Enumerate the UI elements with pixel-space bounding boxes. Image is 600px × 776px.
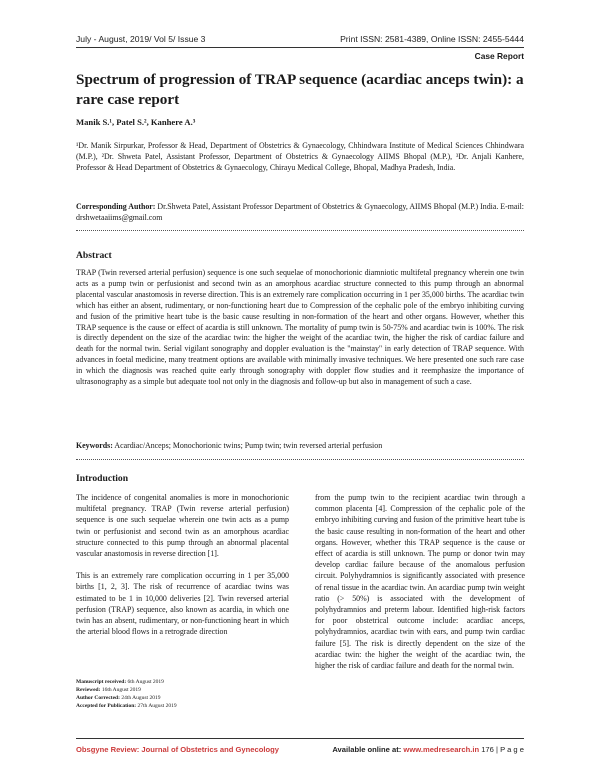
date-label: Reviewed: [76,687,101,693]
article-title: Spectrum of progression of TRAP sequence (acardiac anceps twin): a rare case report [76,71,524,108]
keywords-label: Keywords: [76,441,113,450]
keywords [76,441,524,450]
footer-journal: Obsgyne Review: Journal of Obstetrics and Gynecology [76,745,279,754]
page-number: 176 | P a g e [479,745,524,754]
date-value: 16th August 2019 [100,687,141,693]
date-line [76,694,177,702]
corresponding-author [76,201,524,223]
abstract-heading: Abstract [76,250,112,261]
corresponding-text: Dr.Shweta Patel, Assistant Professor Department of Obstetrics & Gynaecology, AIIMS Bhopal (M.P.) India. E-mail: drshwetaaiims@gmail.com [76,202,524,223]
separator [76,230,524,231]
issn: Print ISSN: 2581-4389, Online ISSN: 2455-5444 [340,34,524,44]
date-line [76,678,177,686]
left-column [76,492,289,648]
paragraph: This is an extremely rare complication occurring in 1 per 35,000 births [1, 2, 3]. The risk of recurrence of acardiac twins was estimated to be 1 in 10,000 deliveries [2]. Twin reversed arterial perfusion (TRAP) sequence, also known as acardia, in which one twin has an absent, rudimentary, or non-functioning heart in which the arterial blood flows in a retrograde direction [76,571,289,637]
corresponding-label: Corresponding Author: [76,202,156,211]
date-value: 27th August 2019 [136,703,177,709]
date-label: Author Corrected: [76,695,120,701]
header-rule [76,47,524,48]
right-column [315,492,525,671]
affiliations: ¹Dr. Manik Sirpurkar, Professor & Head, Department of Obstetrics & Gynaecology, Chhindwara Institute of Medical Sciences Chhindwara (M.P.), ²Dr. Shweta Patel, Assistant Professor, Department of Obstetrics & Gynaecology AIIMS Bhopal (M.P.), ³Dr. Anjali Kanhere, Professor & Head Department of Obstetrics & Gynaecology, Chirayu Medical College, Bhopal, Madhya Pradesh, India. [76,141,524,173]
authors: Manik S.¹, Patel S.², Kanhere A.³ [76,117,196,127]
date-value: 6th August 2019 [126,679,164,685]
journal-issue: July - August, 2019/ Vol 5/ Issue 3 [76,34,206,44]
manuscript-dates [76,678,177,710]
article-type: Case Report [474,51,524,61]
separator [76,459,524,460]
footer-url[interactable]: www.medresearch.in [403,745,480,754]
introduction-heading: Introduction [76,473,129,484]
footer-rule [76,738,524,739]
paragraph: The incidence of congenital anomalies is more in monochorionic multifetal pregnancy. TRAP (Twin reverse arterial perfusion) sequence is one such sequelae wherein one twin acts as a pump twin or perfusionist and second twin as an amorphous acardiac structure connected to this pump through an abnormal placental vascular anastomosis in reverse direction [1]. [76,493,289,559]
abstract-text: TRAP (Twin reversed arterial perfusion) sequence is one such sequelae of monochorionic diamniotic multifetal pregnancy wherein one twin acts as a pump twin or perfusionist and second twin as an amorphous acardiac structure connected to this pump through an abnormal placental vascular anastomosis in reverse direction. This is an extremely rare complication occurring in 1 per 35,000 births. The acardiac twin which has either an absent, rudimentary, or non-functioning heart due to Compression of the cephalic pole of the embryo inhibiting curving and fusion of the primitive heart tube is the basic cause resulting in non-formation of the heart and other organs. However, whether this TRAP sequence is the cause or effect of acardia is still unknown. The mortality of pump twin is 50-75% and acardiac twin is 100%. The risk is directly dependent on the size of the acardiac twin: the higher the weight of the acardiac twin, the higher the risk of cardiac failure and death for the normal twin. Serial vigilant sonography and doppler evaluation is the "mainstay" in early detection of TRAP sequence. With advances in foetal medicine, many treatment options are available with minimally invasive techniques. We here presented one such rare case in which the diagnosis was reached quite early through sonography with doppler flow studies and it reemphasize the importance of ultrasonography as a simple but adequate tool not only in the diagnosis and follow-up but also in management of such a case. [76,268,524,387]
footer-right [332,745,524,754]
paragraph: from the pump twin to the recipient acardiac twin through a common placenta [4]. Compression of the cephalic pole of the embryo inhibiting curving and fusion of the primitive heart tube is the basic cause resulting in non-formation of the heart and other organs. However, whether this TRAP sequence is the cause or effect of acardia is still unknown. The pump or donor twin may develop cardiac failure because of the anomalous perfusion circuit. Polyhydramnios is significantly associated with presence of renal tissue in the acardiac twin. An acardiac pump twin weight ratio (> 50%) is associated with the development of polyhydramnios and preterm labour. Identified high-risk factors for poor obstetrical outcome include: acardiac anceps, polyhydramnios, acardiac twin with ears, and pump twin cardiac failure [5]. The risk is directly dependent on the size of the acardiac twin: the higher the weight of the acardiac twin, the higher the risk of cardiac failure and death for the normal twin. [315,493,525,671]
keywords-text: Acardiac/Anceps; Monochorionic twins; Pump twin; twin reversed arterial perfusion [112,441,383,450]
date-line [76,702,177,710]
date-value: 24th August 2019 [119,695,161,701]
date-line [76,686,177,694]
date-label: Manuscript received: [76,679,127,685]
footer-available-label: Available online at: [332,745,404,754]
date-label: Accepted for Publication: [76,703,137,709]
